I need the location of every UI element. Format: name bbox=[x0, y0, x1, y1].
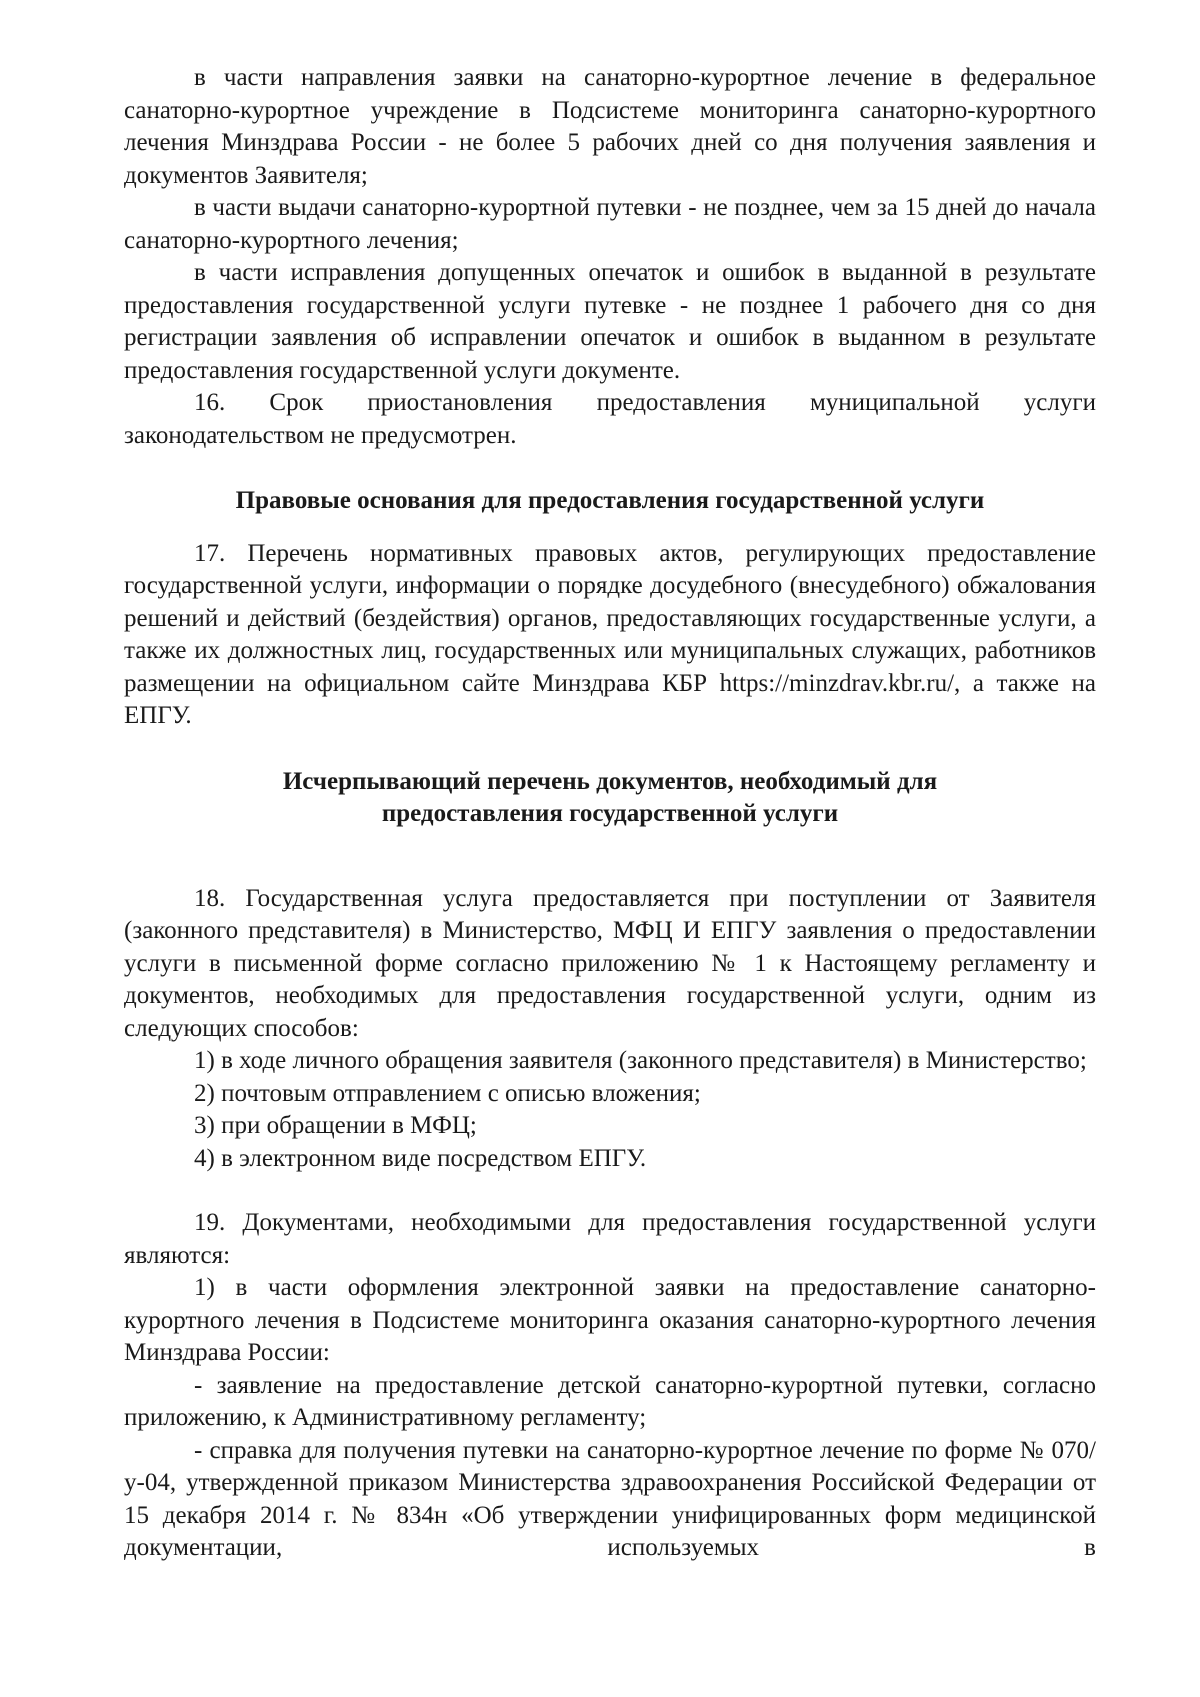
paragraph-19: 19. Документами, необходимыми для предоставления государственной услуги являются: bbox=[124, 1209, 1096, 1269]
heading-documents-line1: Исчерпывающий перечень документов, необходимый для bbox=[282, 767, 938, 795]
spacer bbox=[124, 831, 1096, 883]
paragraph-correction-deadline: в части исправления допущенных опечаток и ошибок в выданной в результате предоставления государственной услуги путевке - не позднее 1 рабочего дня со дня регистрации заявления об исправлении опечаток и ошибок в выданном в результате предоставления государственной услуги документе. bbox=[124, 259, 1096, 384]
heading-documents-line2: предоставления государственной услуги bbox=[381, 800, 839, 827]
paragraph-referral-deadline: в части направления заявки на санаторно-курортное лечение в федеральное санаторно-курортное учреждение в Подсистеме мониторинга санаторно-курортного лечения Минздрава России - не более 5 рабочих дней со дня получения заявления и документов Заявителя; bbox=[124, 64, 1096, 189]
spacer bbox=[124, 452, 1096, 485]
spacer bbox=[124, 518, 1096, 538]
spacer bbox=[124, 1175, 1096, 1207]
method-item: 2) почтовым отправлением с описью вложения; bbox=[194, 1079, 701, 1107]
paragraph-18: 18. Государственная услуга предоставляется при поступлении от Заявителя (законного представителя) в Министерство, МФЦ И ЕПГУ заявления о предоставлении услуги в письменной форме согласно приложению № 1 к Настоящему регламенту и документов, необходимых для предоставления государственной услуги, одним из следующих способов: bbox=[124, 884, 1096, 1042]
heading-legal-basis: Правовые основания для предоставления государственной услуги bbox=[235, 487, 985, 514]
method-item: 1) в ходе личного обращения заявителя (законного представителя) в Министерство; bbox=[194, 1047, 1087, 1074]
method-item: 4) в электронном виде посредством ЕПГУ. bbox=[194, 1144, 647, 1172]
paragraph-voucher-deadline: в части выдачи санаторно-курортной путевки - не позднее, чем за 15 дней до начала санаторно-курортного лечения; bbox=[124, 194, 1096, 254]
document-item: - справка для получения путевки на санаторно-курортное лечение по форме № 070/у-04, утвержденной приказом Министерства здравоохранения Российской Федерации от 15 декабря 2014 г. № 834н «Об утверждении унифицированных форм медицинской документации, используемых в bbox=[124, 1436, 1096, 1561]
paragraph-17: 17. Перечень нормативных правовых актов, регулирующих предоставление государственной услуги, информации о порядке досудебного (внесудебного) обжалования решений и действий (бездействия) органов, предоставляющих государственные услуги, а также их должностных лиц, государственных или муниципальных служащих, работников размещении на официальном сайте Минздрава КБР https://minzdrav.kbr.ru/, а также на ЕПГУ. bbox=[124, 539, 1096, 729]
method-item: 3) при обращении в МФЦ; bbox=[194, 1112, 477, 1139]
document-item: - заявление на предоставление детской санаторно-курортной путевки, согласно приложению, к Административному регламенту; bbox=[124, 1371, 1096, 1431]
document-item: 1) в части оформления электронной заявки на предоставление санаторно-курортного лечения в Подсистеме мониторинга оказания санаторно-курортного лечения Минздрава России: bbox=[124, 1274, 1096, 1366]
paragraph-16: 16. Срок приостановления предоставления муниципальной услуги законодательством не предусмотрен. bbox=[124, 389, 1096, 449]
spacer bbox=[124, 733, 1096, 766]
